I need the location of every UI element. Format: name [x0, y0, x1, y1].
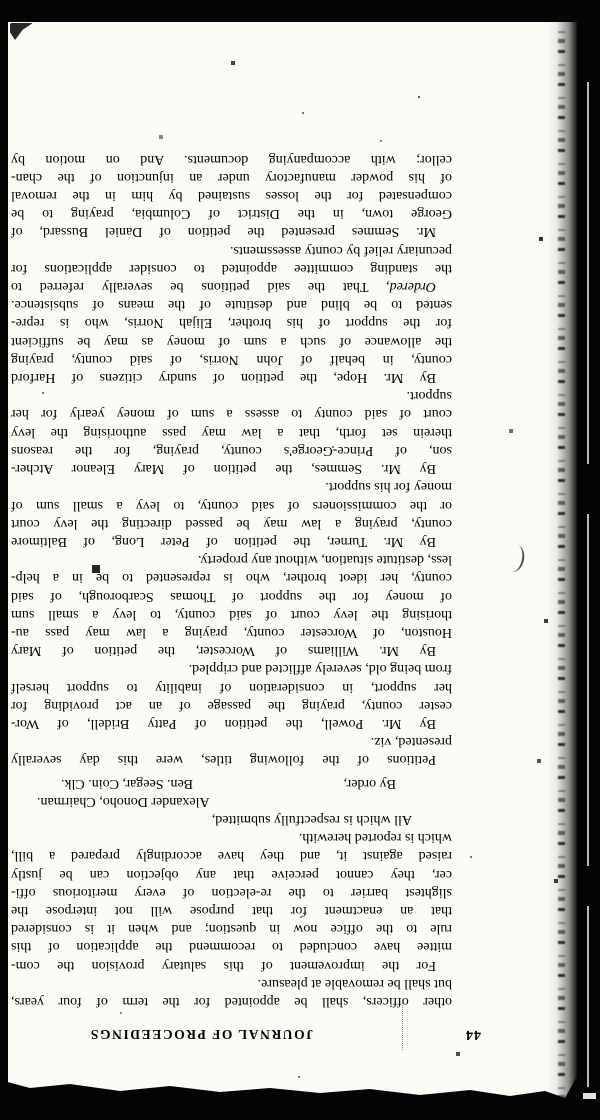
- text-line: Houston, of Worcester county, praying a law may pass au-: [11, 624, 452, 640]
- text-line: county, in behalf of John Norris, of said county, praying: [11, 351, 452, 367]
- scanner-edge-left: [0, 0, 8, 1120]
- text-line: Petitions of the following titles, were this day severally: [11, 752, 436, 768]
- text-line: For the improvement of this salutary provision the com-: [11, 957, 436, 973]
- text-line: presented, viz.: [370, 734, 452, 750]
- text-line: but shall be removable at pleasure.: [257, 975, 452, 991]
- text-line: which is reported herewith.: [298, 830, 452, 846]
- text-line: compensated for the losses sustained by him in the removal: [11, 188, 452, 204]
- by-order-label: By order,: [343, 775, 396, 791]
- text-line: Mr. Semmes presented the petition of Daniel Bussard, of: [11, 224, 436, 240]
- text-line: from being old, severely afflicted and crippled.: [188, 661, 452, 677]
- text-line: slightest barrier to the re-election of every meritorious offi-: [11, 884, 452, 900]
- text-line: court of said county to assess a sum of money yearly for her: [11, 406, 452, 422]
- by-order-line: [11, 773, 452, 791]
- text-line: By Mr. Semmes, the petition of Mary Eleanor Atcher-: [11, 461, 436, 477]
- text-line: By Mr. Hope, the petition of sundry citizens of Harford: [11, 370, 436, 386]
- text-line: By Mr. Powell, the petition of Patty Bridell, of Wor-: [11, 715, 436, 731]
- text-line: sented to be blind and destitute of the means of subsistence.: [11, 297, 452, 313]
- text-line: cellor; with accompanying documents. And on motion by: [11, 151, 452, 167]
- body-text: [11, 149, 452, 1010]
- text-line: Ordered, That the said petitions be severally referred to: [11, 279, 436, 295]
- text-line: cester county, praying the passage of an act providing for: [11, 697, 452, 713]
- scan-specks: [0, 0, 2, 2]
- text-line: raised against it, and they have accordingly prepared a bill,: [11, 848, 452, 864]
- text-line: other officers, shall be appointed for the term of four years,: [11, 994, 452, 1009]
- text-line: of his powder manufactory under an injunction of the chan-: [11, 169, 452, 185]
- text-line: the standing committee appointed to consider applications for: [11, 260, 452, 276]
- paper-crease-line: [402, 1003, 404, 1050]
- text-line: for the support of his brother, Elijah Norris, who is repre-: [11, 315, 452, 331]
- text-line: George town, in the District of Columbia, praying to be: [11, 206, 452, 222]
- text-line: the allowance of such a sum of money as may be sufficient: [11, 333, 452, 349]
- text-line: rule to the office now in question; and when it is considered: [11, 921, 452, 937]
- text-line: of money for the support of Thomas Scarborough, of said: [11, 588, 452, 604]
- text-line: money for his support.: [325, 479, 452, 495]
- bottom-edge-notch: [583, 1093, 596, 1099]
- text-line: county, praying a law may be passed directing the levy court: [11, 515, 452, 531]
- text-line: By Mr. Turner, the petition of Peter Long, of Baltimore: [11, 533, 436, 549]
- text-line: that an enactment for that purpose will not interpose the: [11, 902, 452, 918]
- page-number: 44: [465, 1027, 481, 1042]
- running-head: [8, 1024, 577, 1044]
- text-line: mittee have concluded to recommend the application of this: [11, 939, 452, 955]
- text-line: therein set forth, that a law may pass authorising the levy: [11, 424, 452, 440]
- text-line: county, her ideot brother, who is represented to be in a help-: [11, 570, 452, 586]
- text-line: All which is respectfully submitted,: [211, 811, 412, 827]
- text-line: pecuniary relief by county assessments.: [230, 242, 452, 258]
- running-title: JOURNAL OF PROCEEDINGS: [89, 1027, 313, 1042]
- page-content-rotated-180: [8, 22, 577, 1100]
- text-line: cer, they cannot perceive that any objection can be justly: [11, 866, 452, 882]
- clerk-signature: Ben. Seegar, Coin. Clk.: [61, 775, 194, 791]
- scanner-edge-top: [0, 0, 600, 22]
- text-line: support.: [406, 388, 452, 404]
- gutter-highlight-line: [587, 82, 589, 1087]
- text-line: Alexander Donoho, Chairman.: [37, 793, 210, 809]
- text-line: son, of Prince-George's county, praying, for the reasons: [11, 442, 452, 458]
- text-line: By Mr. Williams of Worcester, the petition of Mary: [11, 643, 436, 659]
- scanned-page: [8, 22, 577, 1100]
- text-line: her support, in consideration of inability to support herself: [11, 679, 452, 695]
- text-line: less, destitute situation, without any property.: [197, 552, 452, 568]
- text-line: thorising the levy court of said county, to levy a small sum: [11, 606, 452, 622]
- text-line: or the commissioners of said county, to levy a small sum of: [11, 497, 452, 513]
- book-gutter-shadow: [548, 0, 600, 1120]
